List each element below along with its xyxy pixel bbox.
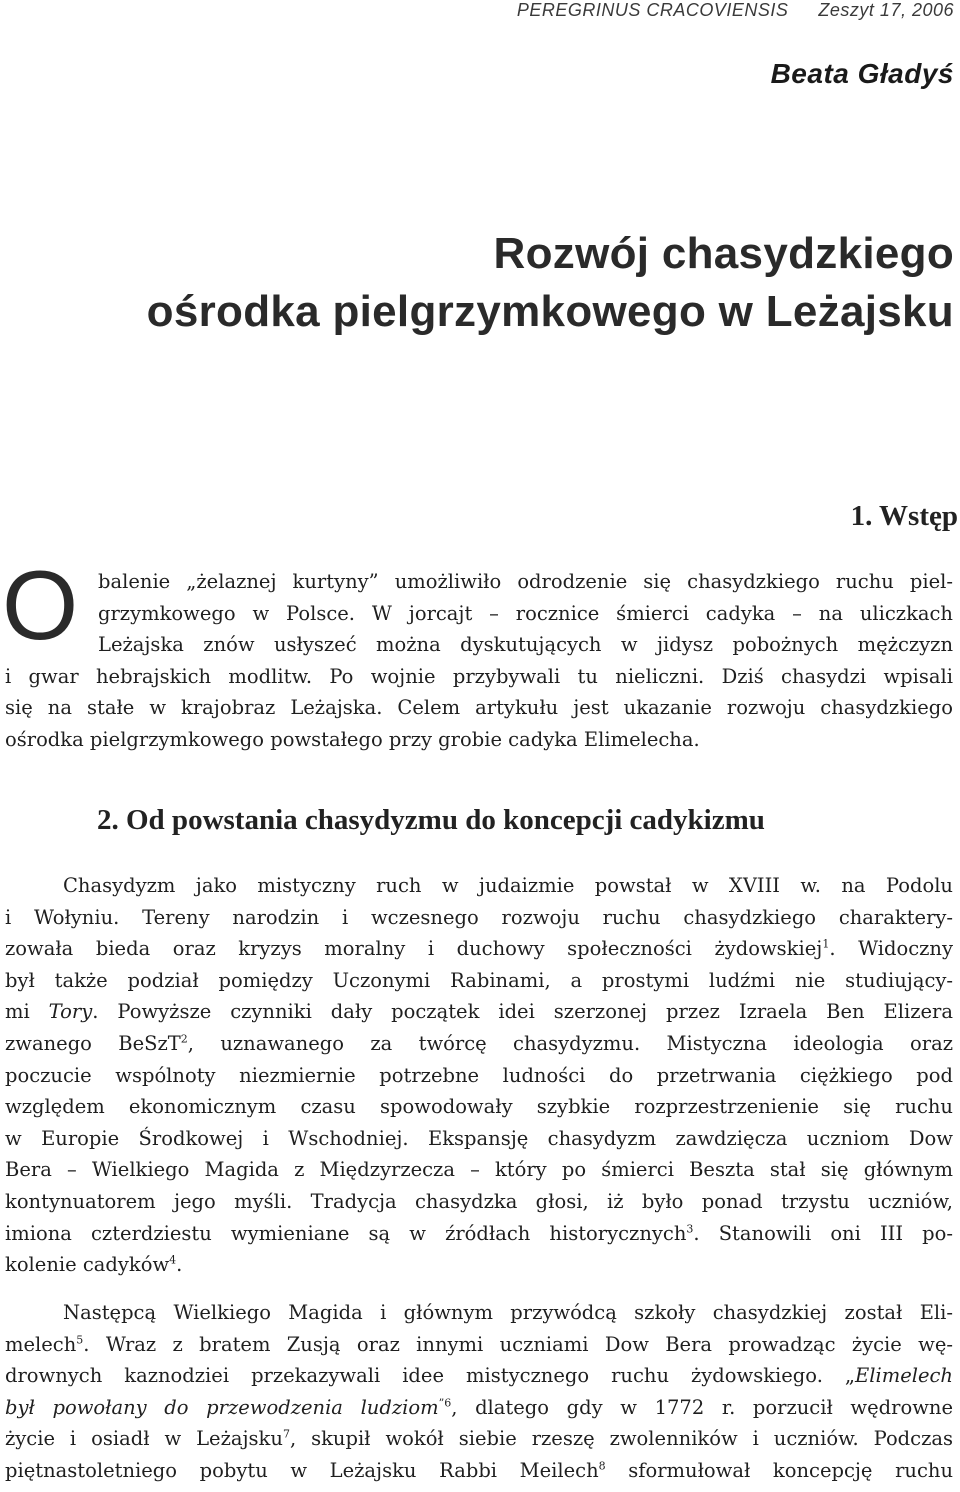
- section-heading-intro: 1. Wstęp: [850, 500, 958, 532]
- footnote-ref: 7: [282, 1427, 290, 1441]
- italic-term: Tory: [48, 1000, 93, 1024]
- title-line-1: Rozwój chasydzkiego: [493, 229, 954, 278]
- text-line: poczucie wspólnoty niezmiernie potrzebne ludności do przetrwania ciężkiego pod: [5, 1063, 953, 1087]
- footnote-ref: 5: [76, 1333, 84, 1347]
- text-line: zowała bieda oraz kryzys moralny i duchowy społeczności żydowskiej$^1$. Widoczny: [5, 937, 953, 961]
- text-line: Bera – Wielkiego Magida z Międzyrzecza – który po śmierci Beszta stał się głównym: [5, 1158, 953, 1182]
- issue-info: Zeszyt 17, 2006: [818, 0, 954, 20]
- text-line: był także podział pomiędzy Uczonymi Rabinami, a prostymi ludźmi nie studiujący-: [5, 968, 953, 992]
- text-line: był powołany do przewodzenia ludziom$^{”6}$, dlatego gdy w 1772 r. porzucił wędrowne: [5, 1395, 953, 1419]
- text-line: i gwar hebrajskich modlitw. Po wojnie przybywali tu nieliczni. Dziś chasydzi wpisali: [5, 664, 953, 688]
- text-line: Chasydyzm jako mistyczny ruch w judaizmie powstał w XVIII w. na Podolu: [63, 874, 953, 897]
- footnote-ref: 4: [169, 1253, 177, 1267]
- text-line: względem ekonomicznym czasu spowodowały szybkie rozprzestrzenienie się ruchu: [5, 1095, 953, 1119]
- text-line: zwanego BeSzT$^2$, uznawanego za twórcę chasydyzmu. Mistyczna ideologia oraz: [5, 1031, 953, 1055]
- footnote-ref: 8: [598, 1459, 606, 1473]
- text-line: Leżajska znów usłyszeć można dyskutujących w jidysz pobożnych mężczyzn: [98, 633, 953, 657]
- author-name: Beata Gładyś: [770, 58, 954, 89]
- journal-name: PEREGRINUS CRACOVIENSIS: [516, 0, 789, 20]
- text-line: w Europie Środkowej i Wschodniej. Ekspansję chasydyzm zawdzięcza uczniom Dow: [5, 1126, 953, 1150]
- article-title: [147, 225, 954, 341]
- italic-quote: Elimelech: [855, 1364, 953, 1388]
- section2-paragraph-2: [5, 1297, 953, 1487]
- text-line: kolenie cadyków$^4$.: [5, 1253, 183, 1277]
- text-line: Następcą Wielkiego Magida i głównym przywódcą szkoły chasydzkiej został Eli-: [63, 1301, 953, 1324]
- intro-paragraph: [5, 566, 953, 756]
- text-line: melech$^5$. Wraz z bratem Zusją oraz innymi uczniami Dow Bera prowadząc życie wę-: [5, 1332, 953, 1356]
- text-line: życie i osiadł w Leżajsku$^7$, skupił wokół siebie rzeszę zwolenników i uczniów. Podczas: [5, 1427, 953, 1451]
- title-line-2: ośrodka pielgrzymkowego w Leżajsku: [146, 287, 954, 336]
- footnote-ref: ”6: [438, 1396, 452, 1410]
- text-line: ośrodka pielgrzymkowego powstałego przy grobie cadyka Elimelecha.: [5, 727, 700, 751]
- text-line: i Wołyniu. Tereny narodzin i wczesnego rozwoju ruchu chasydzkiego charaktery-: [5, 905, 953, 929]
- text-line: imiona czterdziestu wymieniane są w źródłach historycznych$^3$. Stanowili oni III po-: [5, 1221, 953, 1245]
- footnote-ref: 3: [686, 1222, 694, 1236]
- text-line: balenie „żelaznej kurtyny” umożliwiło odrodzenie się chasydzkiego ruchu piel-: [98, 570, 953, 593]
- text-line: grzymkowego w Polsce. W jorcajt – rocznice śmierci cadyka – na uliczkach: [98, 601, 953, 625]
- section-heading-2: 2. Od powstania chasydyzmu do koncepcji cadykizmu: [97, 804, 765, 836]
- text-line: piętnastoletniego pobytu w Leżajsku Rabbi Meilech$^8$ sformułował koncepcję ruchu: [5, 1458, 953, 1482]
- drop-cap: O: [2, 550, 79, 660]
- footnote-ref: 1: [822, 937, 830, 951]
- footnote-ref: 2: [180, 1032, 188, 1046]
- italic-quote: był powołany do przewodzenia ludziom: [5, 1395, 439, 1419]
- text-line: kontynuatorem jego myśli. Tradycja chasydzka głosi, iż było ponad trzystu uczniów,: [5, 1189, 953, 1213]
- running-header: [517, 0, 954, 22]
- text-line: się na stałe w krajobraz Leżajska. Celem artykułu jest ukazanie rozwoju chasydzkiego: [5, 696, 953, 720]
- section2-paragraph-1: [5, 870, 953, 1281]
- text-line: drownych kaznodziei przekazywali idee mistycznego ruchu żydowskiego. „Elimelech: [5, 1364, 953, 1388]
- text-line: mi Tory. Powyższe czynniki dały początek idei szerzonej przez Izraela Ben Elizera: [5, 1000, 953, 1024]
